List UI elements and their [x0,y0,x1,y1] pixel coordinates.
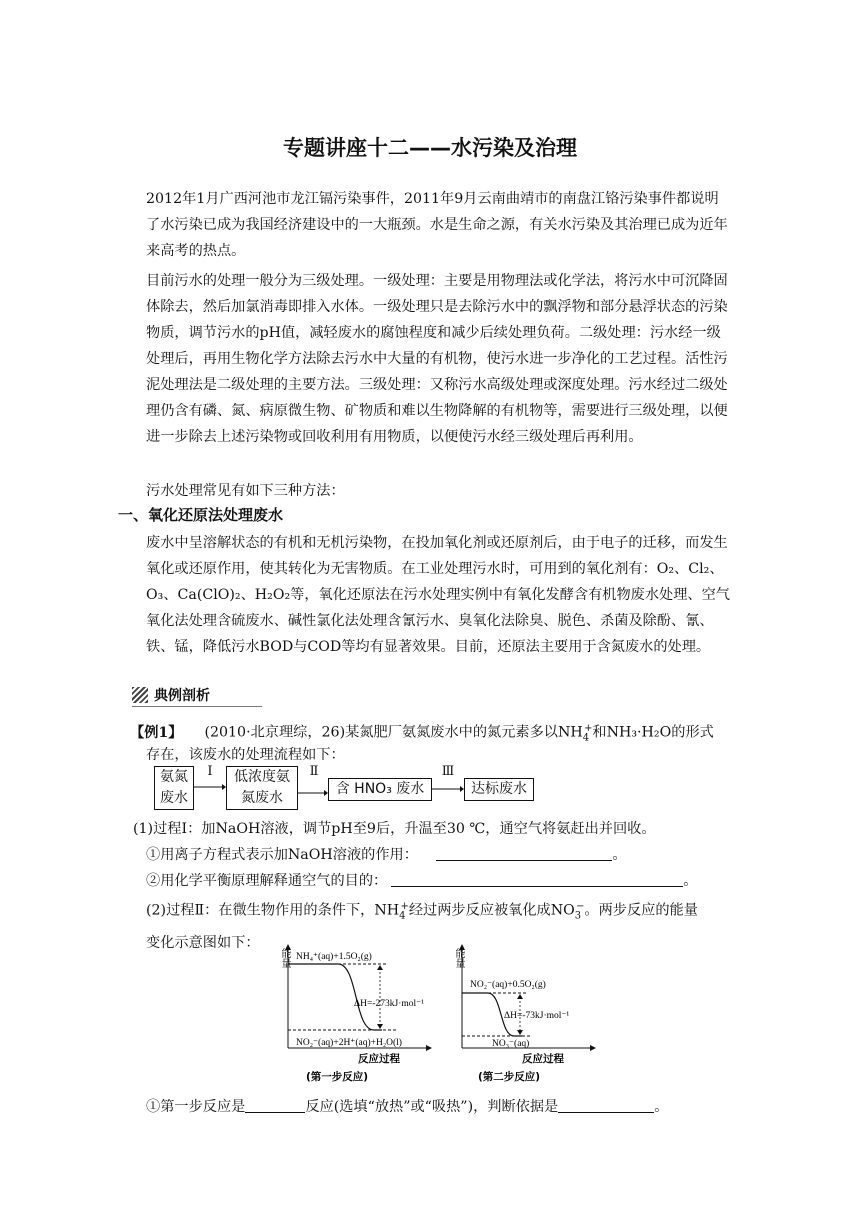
example-stem-b: 和NH₃·H₂O的形式 [592,724,714,741]
flow-box-3: 含 HNO₃ 废水 [328,778,432,801]
example-source: (2010·北京理综，26) [204,724,346,741]
period-2: 。 [683,873,698,889]
flow-box-1-line-2: 废水 [160,790,188,806]
question-1-2 [146,868,697,894]
example-banner [132,685,210,705]
period-1: 。 [612,847,627,863]
question-2-1-text-a: ①第一步反应是 [146,1099,246,1115]
question-2-text-b: 经过两步反应被氧化成NO [408,902,575,919]
chart2-ylabel: 能量 [444,948,464,959]
example-label: 【例1】 [130,724,183,741]
intro-text-1: 2012年1月广西河池市龙江镉污染事件，2011年9月云南曲靖市的南盘江铬污染事件都说明了水污染已成为我国经济建设中的一大瓶颈。水是生命之源，有关水污染及其治理已成为近年来高考的热点。 [146,191,728,259]
chart1-delta-up-icon [377,965,383,970]
answer-blank-3[interactable] [245,1096,305,1113]
chart1-delta-down-icon [377,1024,383,1029]
question-2-1-text-b: 反应(选填“放热”或“吸热”)，判断依据是 [305,1099,559,1115]
flow-box-4: 达标废水 [464,778,534,801]
flow-arrow-2-icon [298,788,328,798]
answer-blank-1[interactable] [436,844,612,861]
chart1-caption: (第一步反应) [306,1071,369,1083]
flow-arrow-3-icon [432,784,464,794]
section-body [146,530,730,660]
chart1-top-label: NH₄⁺(aq)+1.5O₂(g) [296,952,372,962]
flow-arrow-1-icon [194,782,226,792]
flow-step-2-label: Ⅱ [309,764,319,779]
answer-blank-4[interactable] [558,1096,654,1113]
chart1-bottom-label: NO₂⁻(aq)+2H⁺(aq)+H₂O(l) [296,1038,402,1048]
chart2-top-label: NO₂⁻(aq)+0.5O₂(g) [470,980,546,990]
intro-paragraph-2 [146,268,730,450]
flow-box-2-line-2: 氮废水 [241,790,283,806]
flow-box-1-line-1: 氨氮 [160,769,188,785]
banner-label: 典例剖析 [154,688,210,704]
question-2-1 [146,1094,668,1120]
question-2-text-d: 变化示意图如下： [146,934,260,951]
example-stem-c: 存在，该废水的处理流程如下： [146,747,345,763]
chart2-xlabel: 反应过程 [522,1053,564,1065]
question-2-text-c: 。两步反应的能量 [584,902,698,919]
answer-blank-2[interactable] [391,870,683,887]
chart1-xlabel: 反应过程 [358,1053,400,1065]
section-body-a: 废水中呈溶解状态的有机和无机污染物，在投加氧化剂或还原剂后，由于电子的迁移，而发生氧化或还原作用，使其转化为无害物质。在工业处理污水时，可用到的氧化剂有： [146,535,728,577]
question-1-1-text: ①用离子方程式表示加NaOH溶液的作用： [146,847,418,863]
process-flow [152,764,542,812]
question-2-text-a: (2)过程Ⅱ：在微生物作用的条件下，NH [146,902,400,919]
question-1-1 [146,842,627,868]
question-2: (2)过程Ⅱ：在微生物作用的条件下，$NH_4^+$经过两步反应被氧化成$NO_3^-$。两步反应的能量 变化示意图如下： [146,894,736,956]
chart2-caption: (第二步反应) [478,1071,541,1083]
intro-text-2: 目前污水的处理一般分为三级处理。一级处理：主要是用物理法或化学法，将污水中可沉降固体除去，然后加氯消毒即排入水体。一级处理只是去除污水中的飘浮物和部分悬浮状态的污染物质，调节污水的pH值，减轻废水的腐蚀程度和减少后续处理负荷。二级处理：污水经一级处理后，再用生物化学方法除去污水中大量的有机物，使污水进一步净化的工艺过程。活性污泥处理法是二级处理的主要方法。三级处理：又称污水高级处理或深度处理。污水经过二级处理仍含有磷、氮、病原微生物、矿物质和难以生物降解的有机物等，需要进行三级处理，以便进一步除去上述污染物或回收利用有用物质，以便使污水经三级处理后再利用。 [146,273,728,445]
question-1: (1)过程Ⅰ：加NaOH溶液，调节pH至9后，升温至30 ℃，通空气将氨赶出并回收。 [133,821,656,837]
example-stem-a: 某氮肥厂氨氮废水中的氮元素多以NH [345,724,583,741]
intro-text-3: 污水处理常见有如下三种方法： [146,483,345,499]
page-title: 专题讲座十二——水污染及治理 [283,136,577,160]
section-body-b: O₂、Cl₂、O₃、Ca(ClO)₂、H₂O₂等，氧化还原法在污水处理实例中有氧化发酵含有机物废水处理、空气氧化法处理含硫废水、碱性氯化法处理含氰污水、臭氧化法除臭、脱色、杀菌及除酚、氰、铁、锰，降低污水BOD与COD等均有显著效果。目前，还原法主要用于含氮废水的处理。 [146,561,730,655]
example-stem: 【例1】 (2010·北京理综，26)某氮肥厂氨氮废水中的氮元素多以$NH_4^+$和NH₃·H₂O的形式 [130,723,714,744]
banner-stripe-icon [132,687,148,703]
period-3: 。 [654,1099,669,1115]
chart1-delta-h: ΔH=-273kJ·mol⁻¹ [354,999,424,1009]
energy-diagram-step-2 [440,944,600,1084]
chart2-delta-h: ΔH=-73kJ·mol⁻¹ [504,1011,570,1021]
question-1-2-text: ②用化学平衡原理解释通空气的目的： [146,873,388,889]
flow-box-2-line-1: 低浓度氨 [234,769,290,785]
chart1-energy-curve [288,964,382,1030]
chart2-bottom-label: NO₃⁻(aq) [492,1039,530,1049]
intro-paragraph-3 [146,478,730,504]
section-heading: 一、氧化还原法处理废水 [118,506,284,524]
flow-box-1 [154,766,194,810]
chart2-delta-down-icon [517,1030,523,1035]
flow-step-3-label: Ⅲ [441,764,455,779]
chart1-x-arrow-icon [426,1045,432,1051]
flow-box-2 [226,766,298,810]
chart1-ylabel: 能量 [270,948,290,959]
banner-divider [132,706,262,707]
energy-diagram-step-1 [266,944,436,1084]
flow-step-1-label: Ⅰ [207,764,213,779]
intro-paragraph-1 [146,186,730,264]
chart2-delta-up-icon [517,994,523,999]
chart2-x-arrow-icon [590,1045,596,1051]
